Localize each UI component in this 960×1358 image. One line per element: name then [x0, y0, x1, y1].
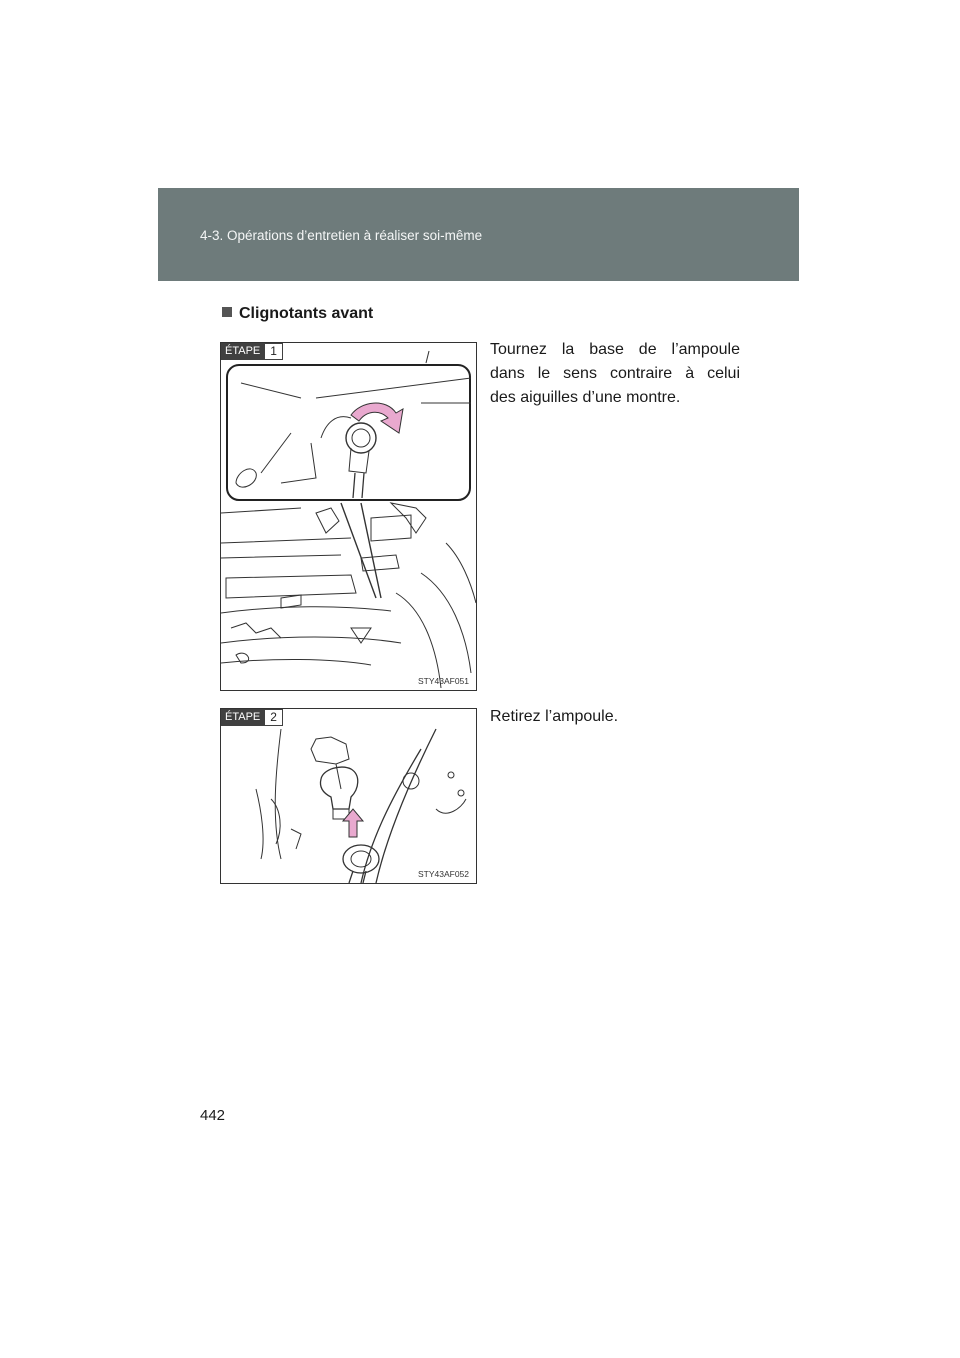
step-2-instruction [490, 705, 740, 729]
step-1-label [221, 343, 283, 360]
page-number: 442 [200, 1107, 226, 1124]
chapter-header-title: 4-3. Opérations d’entretien à réaliser soi-même [200, 228, 483, 243]
step-label-number: 2 [264, 709, 283, 726]
bulb-removal-illustration [221, 709, 476, 883]
figure-code: STY43AF051 [417, 676, 469, 686]
front-turn-signal-socket-illustration [221, 343, 476, 690]
section-title [222, 305, 373, 323]
instruction-line: Retirez l’ampoule. [490, 708, 619, 725]
figure-code: STY43AF052 [417, 869, 469, 879]
square-bullet-icon [222, 307, 232, 317]
step-label-word: ÉTAPE [221, 343, 264, 360]
instruction-line: dans le sens contraire à celui [490, 365, 740, 382]
section-title-text: Clignotants avant [239, 305, 374, 322]
instruction-line: Tournez la base de l’ampoule [490, 341, 740, 358]
step-2-figure [220, 708, 477, 884]
step-label-number: 1 [264, 343, 283, 360]
step-label-word: ÉTAPE [221, 709, 264, 726]
step-1-instruction [490, 338, 740, 410]
step-1-figure [220, 342, 477, 691]
step-2-label [221, 709, 283, 726]
instruction-line: des aiguilles d’une montre. [490, 389, 681, 406]
